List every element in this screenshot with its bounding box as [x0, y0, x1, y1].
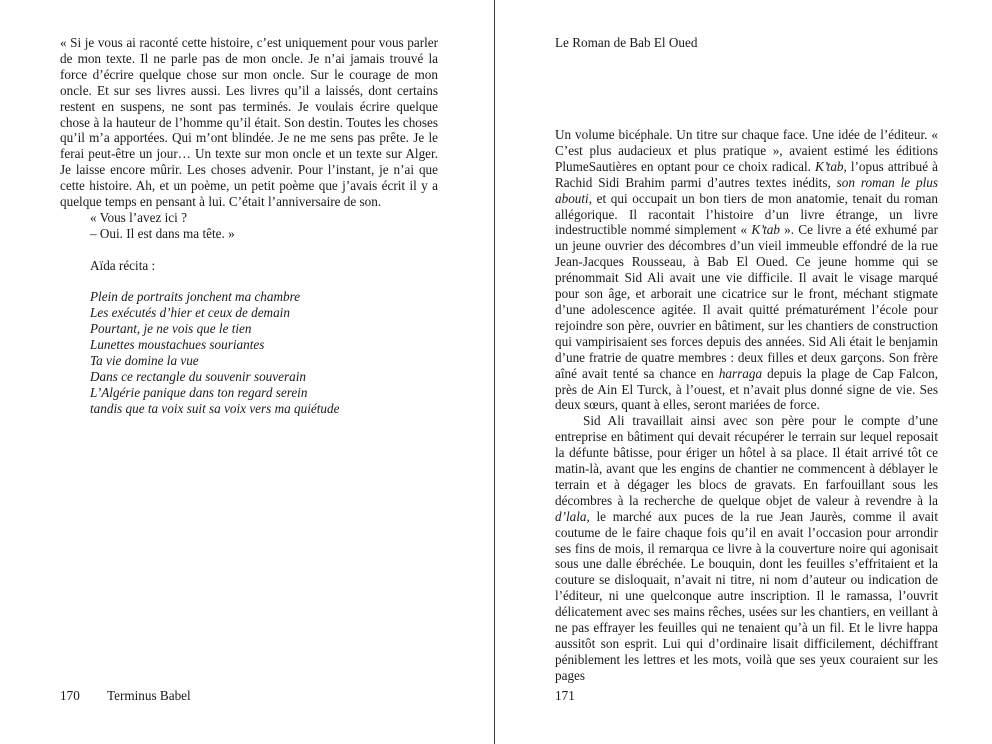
- poem-line: Plein de portraits jonchent ma chambre: [90, 289, 301, 305]
- text-run: , et qui occupait un bon tiers de mon anatomie, tenait du roman allégorique. Il racontait l’histoire d’un livre étrange, un livre indestructible nommé simplement «: [555, 190, 938, 238]
- poem-line: tandis que ta voix suit sa voix vers ma quiétude: [90, 400, 340, 416]
- paragraph: « Si je vous ai raconté cette histoire, c’est uniquement pour vous parler de mon texte. Il ne parle pas de mon oncle. Je n’ai jamais trouvé la force d’écrire quelque chose sur mon oncle. Sur le courage de mon oncle. Et sur ses livres aussi. Les livres qu’il a laissés, dont certains restent en suspens, ne sont pas terminés. Je voulais écrire quelque chose à la hauteur de l’homme qu’il était. Son destin. Toutes les choses qu’il m’a apportées. Qui m’ont blindée. Je ne me sens pas prête. Je le ferai peut-être un jour… Un texte sur mon oncle et un texte sur Alger. Je laisse encore mûrir. Les choses advenir. Pour l’instant, je n’ai que cette histoire. Ah, et un poème, un petit poème que j’avais écrit il y a quelque temps en pensant à lui. C’était l’anniversaire de son.: [60, 35, 438, 210]
- recita-line: Aïda récita :: [90, 257, 156, 273]
- left-page: [0, 0, 494, 744]
- italic-run: son roman le plus abouti: [555, 174, 938, 206]
- poem-line: L’Algérie panique dans ton regard serein: [90, 384, 308, 400]
- paragraph: [555, 127, 938, 413]
- right-page-body: [555, 127, 938, 684]
- dialogue-line: – Oui. Il est dans ma tête. »: [90, 225, 235, 241]
- italic-run: K’tab: [751, 222, 780, 238]
- paragraph: [555, 413, 938, 683]
- poem-line: Lunettes moustachues souriantes: [90, 337, 265, 353]
- text-run: depuis la plage de Cap Falcon, près de Ain El Turck, à l’ouest, et n’avait plus donné signe de vie. Ses deux sœurs, quant à elles, seront mariées de force.: [555, 365, 938, 413]
- poem-line: Dans ce rectangle du souvenir souverain: [90, 369, 306, 384]
- text-run: , l’opus attribué à Rachid Sidi Brahim parmi d’autres textes inédits,: [555, 158, 938, 190]
- text-run: ». Ce livre a été exhumé par un jeune ouvrier des décombres d’un vieil immeuble effondré de la rue Jean-Jacques Rousseau, à Bab El Oued. Ce jeune homme qui se prénommait Sid Ali avait une vie difficile. Il avait le visage marqué pour son âge, et arborait une cicatrice sur le front, méchant stigmate d’une adolescence agitée. Il avait quitté prématurément l’école pour rejoindre son père, ouvrier en bâtiment, sur les chantiers de construction qui vampirisaient ses forces depuis des années. Sid Ali était le benjamin d’une fratrie de quatre membres : deux filles et deux garçons. Son frère aîné avait tenté sa chance en: [555, 222, 939, 381]
- text-run: , le marché aux puces de la rue Jean Jaurès, comme il avait coutume de le faire chaque fois qu’il en avait l’occasion pour arrondir ses fins de mois, il remarqua ce livre à la couverture noire qui agonisait sous une dalle ébréchée. Le bouquin, dont les feuilles s’effritaient et la couture se disloquait, n’avait ni titre, ni nom d’auteur ou indication de l’éditeur, ni une quelconque autre inscription. Il le ramassa, l’ouvrit délicatement avec ses mains rêches, usées sur les chantiers, en veillant à ne pas effrayer les feuilles qui ne tenaient qu’à un fil. Et le livre happa aussitôt son esprit. Lui qui d’ordinaire lisait difficilement, déchiffrant péniblement les lettres et les mots, voilà que ses yeux couraient sur les pages: [555, 508, 938, 683]
- left-page-body: [60, 35, 438, 417]
- right-page: [495, 0, 992, 744]
- dialogue-line: « Vous l’avez ici ?: [90, 209, 187, 225]
- italic-run: K’tab: [814, 158, 844, 174]
- page-number: 170: [60, 688, 80, 703]
- italic-run: d’lala: [555, 508, 587, 524]
- text-run: Un volume bicéphale. Un titre sur chaque face. Une idée de l’éditeur. « C’est plus audacieux et plus pratique », avaient estimé les éditions PlumeSautières en optant pour ce choix radical.: [555, 127, 938, 174]
- poem-line: Les exécutés d’hier et ceux de demain: [90, 305, 290, 321]
- poem-line: Ta vie domine la vue: [90, 353, 199, 369]
- poem: [60, 289, 438, 416]
- page-number: 171: [555, 688, 575, 703]
- italic-run: harraga: [718, 365, 763, 381]
- running-head: Le Roman de Bab El Oued: [555, 35, 698, 50]
- text-run: Sid Ali travaillait ainsi avec son père pour le compte d’une entreprise en bâtiment qui devait récupérer le terrain sur lequel reposait la défunte bâtisse, pour ériger un hôtel à sa place. Il était arrivé tôt ce matin-là, avant que les engins de chantier ne commencent à déblayer le terrain et à dégager les blocs de gravats. En farfouillant sous les décombres à la recherche de quelque objet de valeur à revendre à la: [555, 413, 938, 508]
- running-foot-title: Terminus Babel: [107, 688, 191, 703]
- poem-line: Pourtant, je ne vois que le tien: [90, 321, 252, 337]
